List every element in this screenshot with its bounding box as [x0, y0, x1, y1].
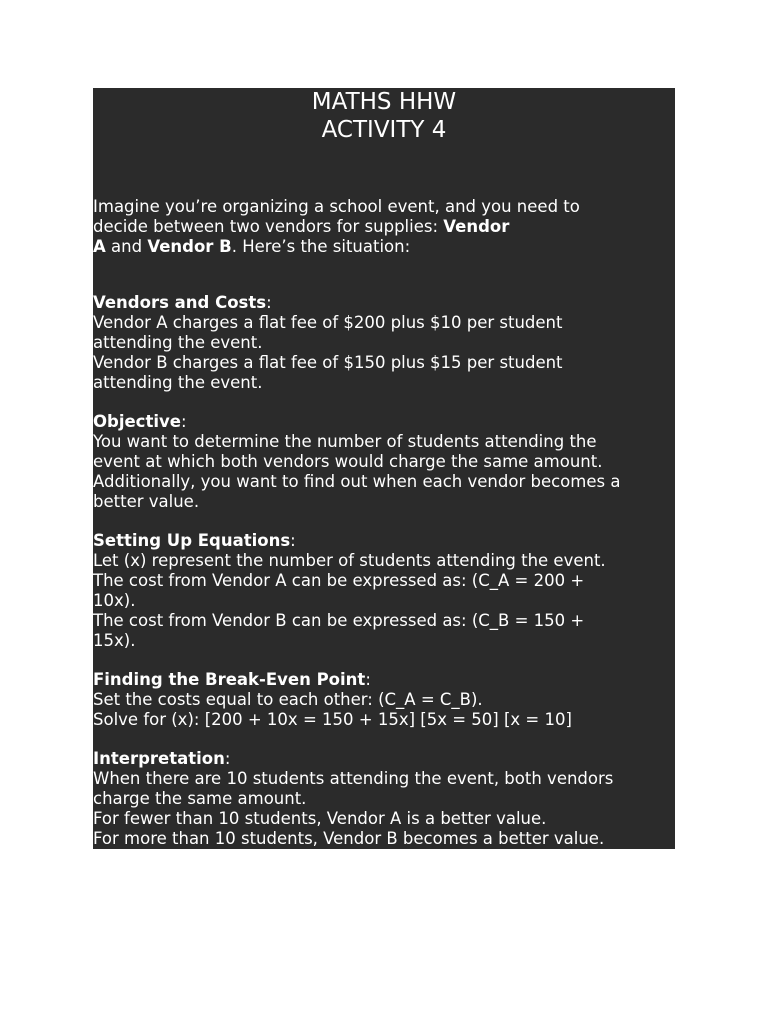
bullet-marker: o: [69, 359, 77, 373]
section-number: 5.: [69, 749, 85, 768]
bullet-marker: o: [69, 400, 77, 414]
section-number: 1.: [69, 293, 85, 312]
intro-bold: A: [93, 237, 106, 256]
list-item-line: Solve for (x): [200 + 10x = 150 + 15x] [5x = 50] [x = 10]: [93, 710, 572, 729]
section-heading-text: [93, 412, 678, 432]
document-subtitle: ACTIVITY 4: [321, 117, 447, 143]
list-item-line: For more than 10 students, Vendor B becomes a better value.: [93, 829, 605, 848]
bullet-marker: o: [69, 775, 77, 789]
list-item-line: Additionally, you want to find out when each vendor becomes a: [93, 472, 621, 491]
list-item-line: Set the costs equal to each other: (C_A = C_B).: [93, 690, 483, 709]
list-item-text: [93, 472, 678, 512]
bullet-marker: o: [69, 658, 77, 672]
list-item-text: [93, 432, 678, 472]
list-item-line: For fewer than 10 students, Vendor A is a better value.: [93, 809, 547, 828]
intro-line: decide between two vendors for supplies: Vendor: [93, 217, 510, 236]
section-heading-text: [93, 749, 678, 769]
bullet-marker: o: [69, 557, 77, 571]
section-heading-text: [93, 670, 678, 690]
list-item-line: Vendor B charges a flat fee of $150 plus $15 per student: [93, 353, 563, 372]
intro-paragraph: [93, 197, 653, 257]
intro-line: Imagine you’re organizing a school event, and you need to: [93, 197, 580, 216]
bullet-marker: o: [69, 617, 77, 631]
section-heading-bold: Finding the Break-Even Point: [93, 670, 366, 689]
list-item-line: Let (x) represent the number of students attending the event.: [93, 551, 606, 570]
section-number: 3.: [69, 531, 85, 550]
bullet-marker: o: [69, 438, 77, 452]
intro-bold: Vendor: [443, 217, 510, 236]
section-heading-bold: Objective: [93, 412, 181, 431]
document-title: MATHS HHW: [311, 89, 457, 115]
section-heading-colon: :: [180, 412, 187, 431]
bullet-marker: o: [69, 319, 77, 333]
list-item-text: [93, 313, 678, 353]
list-item-text: [93, 611, 678, 651]
bullet-marker: o: [69, 815, 77, 829]
list-item-text: [93, 809, 678, 829]
list-item-text: [93, 690, 678, 710]
bullet-marker: o: [69, 716, 77, 730]
bullet-marker: o: [69, 577, 77, 591]
intro-line: A and Vendor B. Here’s the situation:: [93, 237, 411, 256]
bullet-marker: o: [69, 478, 77, 492]
list-item-line: event at which both vendors would charge the same amount.: [93, 452, 603, 471]
section-heading-colon: :: [365, 670, 371, 689]
list-item-text: [93, 710, 678, 730]
section-number: 4.: [69, 670, 85, 689]
list-item-line: You want to determine the number of students attending the: [93, 432, 597, 451]
list-item-line: attending the event.: [93, 333, 263, 352]
bullet-marker: o: [69, 835, 77, 849]
bullet-marker: o: [69, 696, 77, 710]
section-heading-colon: :: [224, 749, 231, 768]
section-heading-colon: :: [266, 293, 272, 312]
list-item-line: When there are 10 students attending the event, both vendors: [93, 769, 614, 788]
list-item-text: [93, 551, 678, 571]
list-item-text: [93, 353, 678, 393]
section-heading-text: [93, 531, 678, 551]
list-item-line: The cost from Vendor B can be expressed as: (C_B = 150 +: [93, 611, 585, 630]
list-item-line: The cost from Vendor A can be expressed as: (C_A = 200 +: [93, 571, 585, 590]
list-item-text: [93, 571, 678, 611]
bullet-marker: o: [69, 737, 77, 751]
list-item-line: 15x).: [93, 631, 136, 650]
section-number: 2.: [69, 412, 85, 431]
list-item-line: better value.: [93, 492, 200, 511]
section-heading-bold: Interpretation: [93, 749, 225, 768]
section-heading-text: [93, 293, 678, 313]
list-item-line: Vendor A charges a flat fee of $200 plus $10 per student: [93, 313, 563, 332]
list-item-line: 10x).: [93, 591, 136, 610]
intro-bold: Vendor B: [147, 237, 232, 256]
list-item-line: attending the event.: [93, 373, 263, 392]
section-heading-colon: :: [290, 531, 296, 550]
list-item-line: charge the same amount.: [93, 789, 307, 808]
bullet-marker: o: [69, 519, 77, 533]
list-item-text: [93, 829, 678, 849]
section-heading-bold: Setting Up Equations: [93, 531, 291, 550]
section-heading-bold: Vendors and Costs: [93, 293, 267, 312]
list-item-text: [93, 769, 678, 809]
